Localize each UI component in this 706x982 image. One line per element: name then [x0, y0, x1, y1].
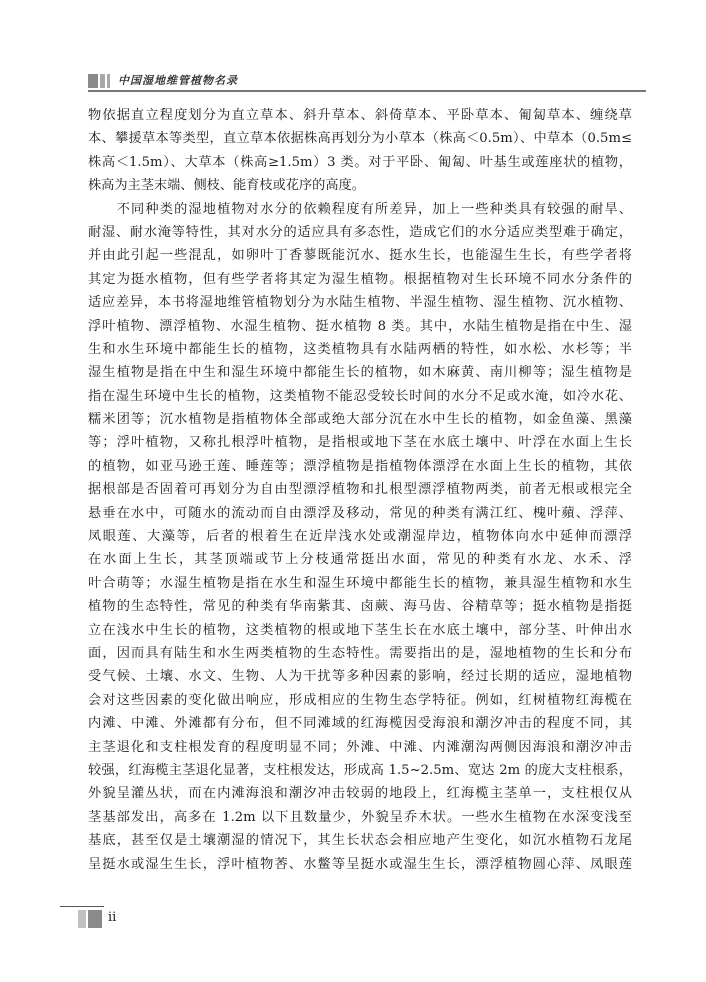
text-line: 受气候、土壤、水文、生物、人为干扰等多种因素的影响，经过长期的适应，湿地植物 — [88, 669, 632, 685]
text-line: 物依据直立程度划分为直立草本、斜升草本、斜倚草本、平卧草本、匍匐草本、缠绕草 — [88, 108, 632, 123]
footer-block — [78, 910, 86, 928]
text-line: 外貌呈灌丛状，而在内滩海浪和潮汐冲击较弱的地段上，红海榄主茎单一，支柱根仅从 — [88, 786, 632, 802]
text-line: 主茎退化和支柱根发育的程度明显不同；外滩、中滩、内滩潮沟两侧因海浪和潮汐冲击 — [88, 739, 632, 755]
footer-rule — [60, 906, 104, 907]
text-line: 湿生植物是指在中生和湿生环境中都能生长的植物，如木麻黄、南川柳等；湿生植物是 — [88, 365, 632, 381]
header-block — [107, 74, 110, 88]
text-line: 生和水生环境中都能生长的植物，这类植物具有水陆两栖的特性，如水松、水杉等；半 — [88, 341, 632, 357]
text-line: 指在湿生环境中生长的植物，这类植物不能忍受较长时间的水分不足或水淹，如冷水花、 — [88, 388, 632, 404]
text-line: 糯米团等；沉水植物是指植物体全部或绝大部分沉在水中生长的植物，如金鱼藻、黑藻 — [88, 412, 632, 428]
text-line: 株高为主茎末端、侧枝、能育枝或花序的高度。 — [88, 178, 365, 194]
text-line: 并由此引起一些混乱，如卵叶丁香蓼既能沉水、挺水生长，也能湿生生长，有些学者将 — [88, 248, 632, 264]
text-line: 等；浮叶植物，又称扎根浮叶植物，是指根或地下茎在水底土壤中、叶浮在水面上生长 — [88, 435, 632, 451]
running-header — [88, 62, 646, 88]
text-line: 株高＜1.5m）、大草本（株高≥1.5m）3 类。对于平卧、匍匐、叶基生或莲座状的植物， — [88, 154, 632, 170]
text-line: 内滩、中滩、外滩都有分布，但不同滩域的红海榄因受海浪和潮汐冲击的程度不同，其 — [88, 716, 632, 732]
text-line: 呈挺水或湿生生长，浮叶植物莕、水鳖等呈挺水或湿生生长，漂浮植物圆心萍、凤眼莲 — [88, 856, 632, 872]
page-footer — [60, 906, 160, 930]
text-line: 悬垂在水中，可随水的流动而自由漂浮及移动，常见的种类有满江红、槐叶蘋、浮萍、 — [88, 505, 632, 521]
text-line: 据根部是否固着可再划分为自由型漂浮植物和扎根型漂浮植物两类，前者无根或根完全 — [88, 482, 632, 498]
body-text — [88, 104, 632, 876]
text-line: 会对这些因素的变化做出响应，形成相应的生物生态学特征。例如，红树植物红海榄在 — [88, 692, 632, 708]
text-line: 较强，红海榄主茎退化显著，支柱根发达，形成高 1.5~2.5m、宽达 2m 的庞大支柱根系， — [88, 762, 632, 778]
text-line: 适应差异，本书将湿地维管植物划分为水陆生植物、半湿生植物、湿生植物、沉水植物、 — [88, 295, 632, 311]
text-line: 叶合萌等；水湿生植物是指在水生和湿生环境中都能生长的植物，兼具湿生植物和水生 — [88, 575, 632, 591]
text-line: 的植物，如亚马逊王莲、睡莲等；漂浮植物是指植物体漂浮在水面上生长的植物，其依 — [88, 458, 632, 474]
text-line: 基底，甚至仅是土壤潮湿的情况下，其生长状态会相应地产生变化，如沉水植物石龙尾 — [88, 833, 632, 849]
footer-block — [88, 910, 102, 928]
text-line: 立在浅水中生长的植物，这类植物的根或地下茎生长在水底土壤中，部分茎、叶伸出水 — [88, 622, 632, 638]
header-title: 中国湿地维管植物名录 — [118, 74, 238, 87]
header-rule — [88, 90, 646, 92]
text-line: 其定为挺水植物，但有些学者将其定为湿生植物。根据植物对生长环境不同水分条件的 — [88, 271, 632, 287]
text-line: 面，因而具有陆生和水生两类植物的生态特性。需要指出的是，湿地植物的生长和分布 — [88, 645, 632, 661]
text-line: 凤眼莲、大藻等，后者的根着生在近岸浅水处或潮湿岸边，植物体向水中延伸而漂浮 — [88, 529, 632, 545]
text-line: 不同种类的湿地植物对水分的依赖程度有所差异，加上一些种类具有较强的耐旱、 — [88, 201, 632, 217]
text-line: 浮叶植物、漂浮植物、水湿生植物、挺水植物 8 类。其中，水陆生植物是指在中生、湿 — [88, 318, 632, 334]
text-line: 茎基部发出，高多在 1.2m 以下且数量少，外貌呈乔木状。一些水生植物在水深变浅至 — [88, 809, 632, 825]
header-block — [88, 74, 98, 88]
page-number: ii — [108, 910, 117, 925]
header-block — [100, 74, 105, 88]
text-line: 植物的生态特性，常见的种类有华南紫萁、卤蕨、海马齿、谷精草等；挺水植物是指挺 — [88, 599, 632, 615]
text-line: 在水面上生长，其茎顶端或节上分枝通常挺出水面，常见的种类有水龙、水禾、浮 — [88, 552, 632, 568]
text-line: 耐湿、耐水淹等特性，其对水分的适应具有多态性，造成它们的水分适应类型难于确定， — [88, 224, 632, 240]
text-line: 本、攀援草本等类型，直立草本依据株高再划分为小草本（株高＜0.5m）、中草本（0.5m≤ — [88, 131, 632, 147]
